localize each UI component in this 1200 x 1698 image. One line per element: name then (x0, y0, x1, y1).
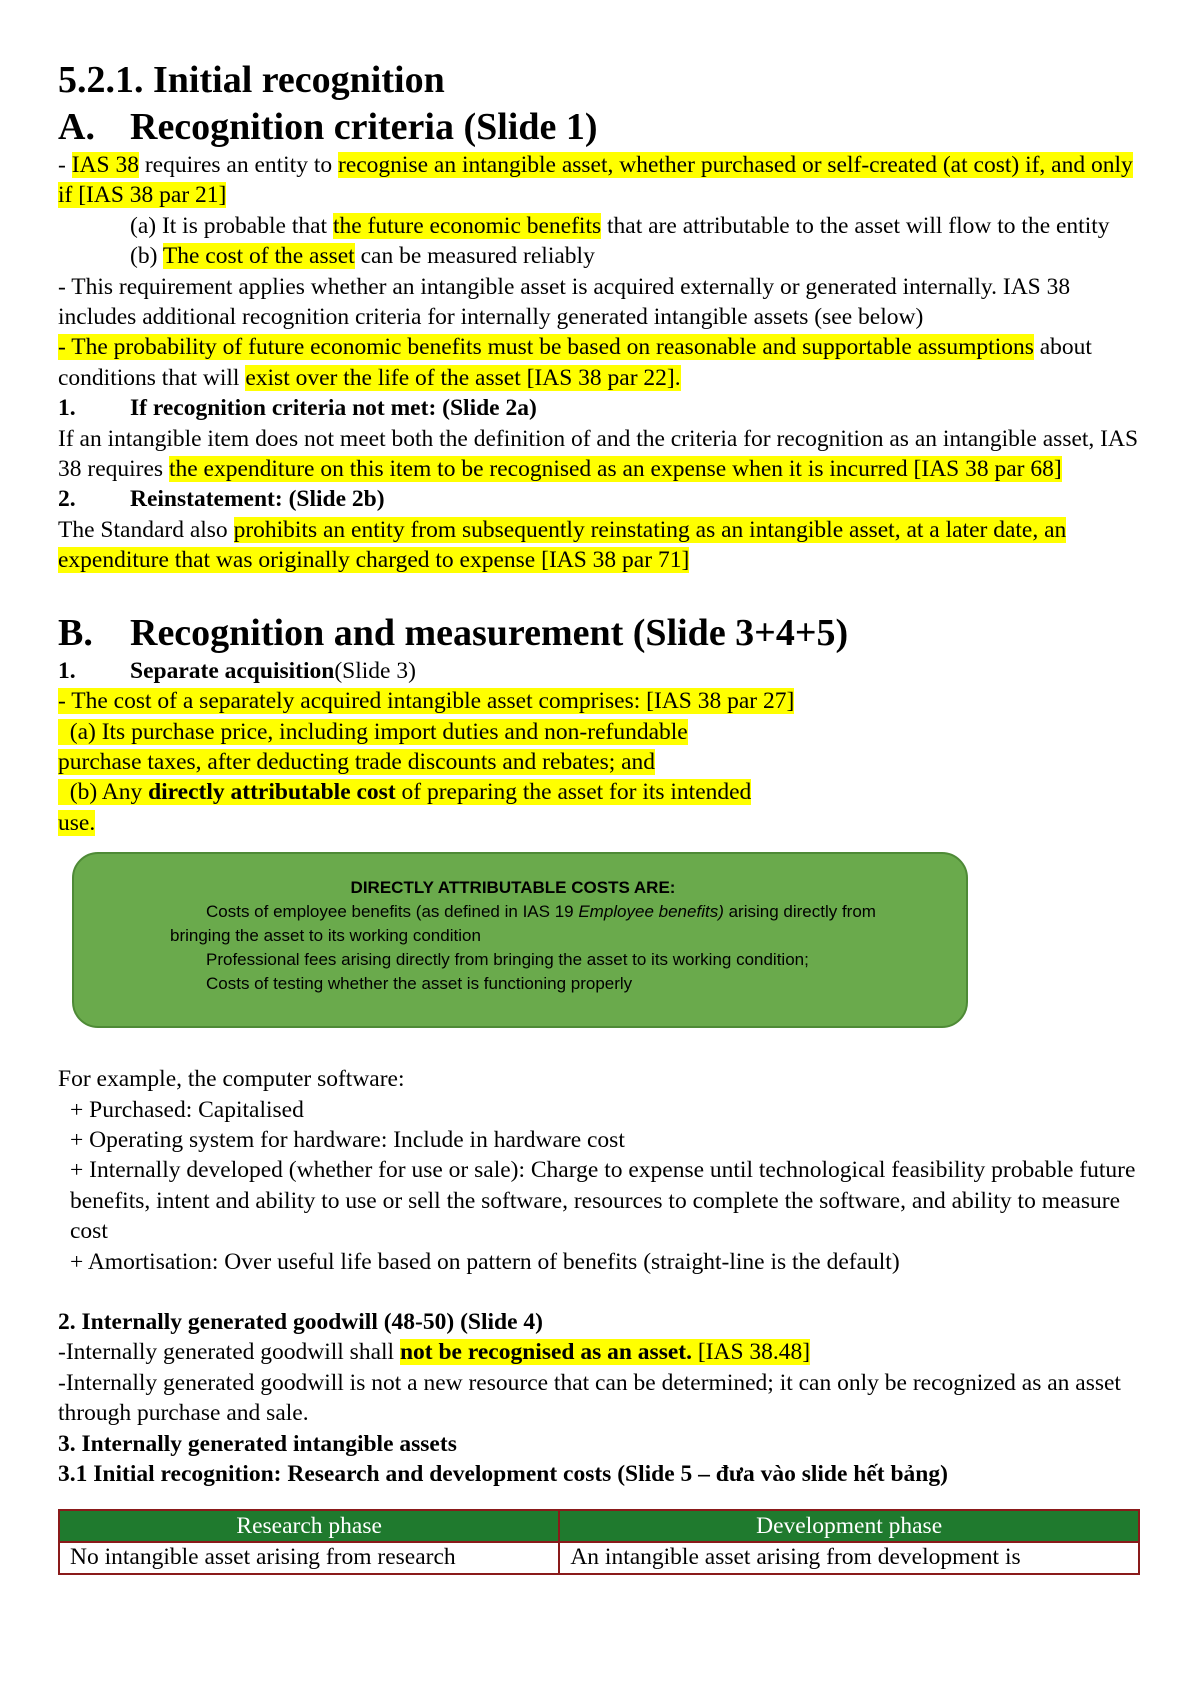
page-title: 5.2.1. Initial recognition (58, 59, 445, 101)
section-a-title: Recognition criteria (Slide 1) (130, 106, 598, 148)
cost-item-b-line1: (b) Any directly attributable cost of preparing the asset for its intended (58, 779, 752, 806)
box-line-2: Professional fees arising directly from bringing the asset to its working condition; (206, 950, 809, 970)
table-header-research: Research phase (59, 1510, 559, 1542)
highlight-ias38: IAS 38 (71, 152, 139, 178)
software-example (58, 1064, 1150, 1277)
section-b-letter: B. (58, 611, 93, 654)
internal-assets-title: 3. Internally generated intangible assets (58, 1430, 457, 1457)
example-item: + Operating system for hardware: Include in hardware cost (70, 1126, 625, 1153)
example-item: + Amortisation: Over useful life based on pattern of benefits (straight-line is the default) (70, 1248, 900, 1275)
table-cell: No intangible asset arising from research (59, 1542, 559, 1574)
section-a-letter: A. (58, 106, 95, 148)
box-line-1: Costs of employee benefits (as defined in IAS 19 Employee benefits) arising directly from (206, 902, 876, 922)
box-line-3: Costs of testing whether the asset is functioning properly (206, 974, 633, 994)
table-cell: An intangible asset arising from development is (559, 1542, 1139, 1574)
cost-paragraph: - The cost of a separately acquired intangible asset comprises: [IAS 38 par 27] (58, 688, 795, 715)
example-item: + Purchased: Capitalised (70, 1096, 304, 1123)
table-header-development: Development phase (559, 1510, 1139, 1542)
reinstatement-paragraph: The Standard also prohibits an entity from subsequently reinstating as an intangible asset, at a later date, an expenditure that was originally charged to expense [IAS 38 par 71] (58, 516, 1067, 574)
research-development-table (58, 1509, 1140, 1575)
item-separate-acquisition: 1. Separate acquisition (Slide 3) (58, 657, 416, 684)
highlight-recognise: recognise an intangible asset, whether purchased or self-created (at cost) if, and only if [IAS 38 par 21] (58, 152, 1133, 209)
example-intro: For example, the computer software: (58, 1066, 405, 1093)
not-met-paragraph: If an intangible item does not meet both the definition of and the criteria for recognition as an intangible asset, IAS 38 requires the expenditure on this item to be recognised as an expense when it is incurred [IAS 38 par 68] (58, 425, 1139, 483)
goodwill-line-2: -Internally generated goodwill is not a new resource that can be determined; it can only be recognized as an asset through purchase and sale. (58, 1369, 1121, 1427)
criterion-b: (b) The cost of the asset can be measured reliably (130, 243, 595, 270)
section-b-title: Recognition and measurement (Slide 3+4+5) (130, 611, 849, 654)
probability-paragraph: - The probability of future economic benefits must be based on reasonable and supportable assumptions about conditions that will exist over the life of the asset [IAS 38 par 22]. (58, 334, 1092, 391)
section-b-heading (58, 610, 1150, 656)
example-item: + Internally developed (whether for use or sale): Charge to expense until technological feasibility probable future benefits, intent and ability to use or sell the software, resources to complete the software, and ability to measure cost (70, 1157, 1136, 1245)
box-title: DIRECTLY ATTRIBUTABLE COSTS ARE: (350, 878, 676, 898)
criterion-a: (a) It is probable that the future economic benefits that are attributable to the asset will flow to the entity (130, 212, 1110, 239)
section-a-heading (58, 104, 1150, 150)
item-criteria-not-met: 1. If recognition criteria not met: (Slide 2a) (58, 395, 537, 422)
goodwill-line-1: -Internally generated goodwill shall not be recognised as an asset. [IAS 38.48] (58, 1339, 811, 1366)
rd-costs-title: 3.1 Initial recognition: Research and development costs (Slide 5 – đưa vào slide hết bảng) (58, 1461, 948, 1487)
requirement-paragraph: - This requirement applies whether an intangible asset is acquired externally or generated internally. IAS 38 includes additional recognition criteria for internally generated intangible assets (see below) (58, 273, 1071, 331)
attributable-costs-box (72, 852, 968, 1028)
cost-item-a-line2: purchase taxes, after deducting trade discounts and rebates; and (58, 748, 656, 775)
box-line-1-cont: bringing the asset to its working condition (170, 926, 481, 946)
table-row (59, 1542, 1139, 1574)
cost-item-b-line2: use. (58, 809, 96, 836)
cost-item-a-line1: (a) Its purchase price, including import duties and non-refundable (58, 718, 688, 745)
item-reinstatement: 2. Reinstatement: (Slide 2b) (58, 486, 385, 513)
criteria-paragraph: - IAS 38 requires an entity to recognise an intangible asset, whether purchased or self-created (at cost) if, and only if [IAS 38 par 21] (58, 152, 1133, 209)
goodwill-title: 2. Internally generated goodwill (48-50) (Slide 4) (58, 1308, 543, 1335)
